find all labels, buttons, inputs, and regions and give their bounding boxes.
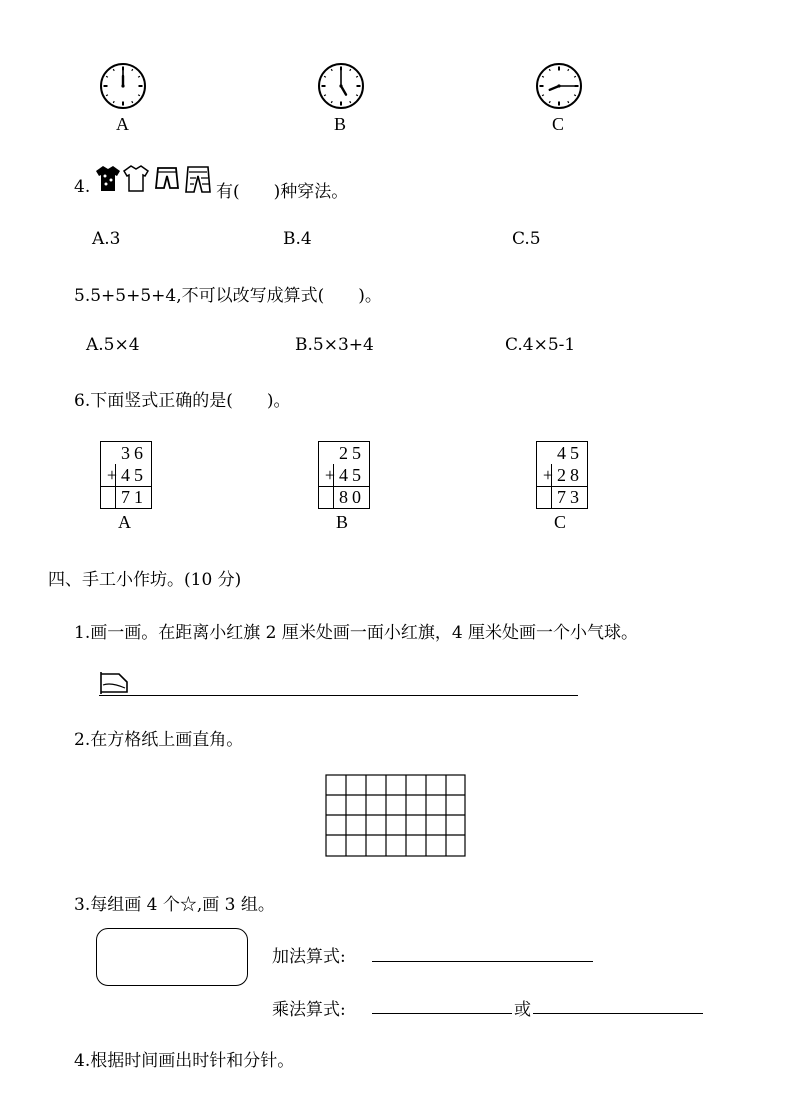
clock-c bbox=[535, 62, 583, 110]
s4-q1: 1.画一画。在距离小红旗 2 厘米处画一面小红旗，4 厘米处画一个小气球。 bbox=[74, 623, 639, 643]
q4-stem-suffix: 有( )种穿法。 bbox=[216, 182, 349, 202]
calc-label-b: B bbox=[336, 512, 349, 532]
calc-label-a: A bbox=[118, 512, 131, 532]
calc-addend: +45 bbox=[106, 465, 147, 485]
calc-result: 73 bbox=[557, 487, 583, 507]
section-heading: 四、手工小作坊。(10 分) bbox=[48, 570, 242, 590]
mul-expression-blank-2[interactable] bbox=[533, 1013, 703, 1014]
clock-a bbox=[99, 62, 147, 110]
calc-result: 80 bbox=[339, 487, 365, 507]
flag-icon bbox=[99, 670, 131, 696]
vertical-calc-a bbox=[100, 441, 152, 509]
calc-top: 36 bbox=[121, 443, 147, 463]
calc-result: 71 bbox=[121, 487, 147, 507]
clock-center bbox=[557, 84, 560, 87]
clock-label-b: B bbox=[334, 114, 347, 134]
s4-q2: 2.在方格纸上画直角。 bbox=[74, 730, 244, 750]
s4-q4: 4.根据时间画出时针和分针。 bbox=[74, 1051, 295, 1071]
add-expression-label: 加法算式: bbox=[272, 947, 346, 967]
calc-top: 45 bbox=[557, 443, 583, 463]
ruler-line bbox=[99, 695, 578, 696]
calc-top: 25 bbox=[339, 443, 365, 463]
q4-number: 4. bbox=[74, 177, 91, 197]
clothes-icon bbox=[94, 164, 216, 194]
q5-option-b: B.5×3+4 bbox=[295, 335, 374, 355]
q4-option-a: A.3 bbox=[92, 229, 121, 249]
q5-option-c: C.4×5-1 bbox=[505, 335, 576, 355]
add-expression-blank[interactable] bbox=[372, 961, 593, 962]
mul-expression-label: 乘法算式: bbox=[272, 1000, 346, 1020]
clock-label-a: A bbox=[116, 114, 129, 134]
s4-q3: 3.每组画 4 个☆,画 3 组。 bbox=[74, 895, 275, 915]
q4-option-c: C.5 bbox=[512, 229, 541, 249]
q5-option-a: A.5×4 bbox=[86, 335, 140, 355]
q4-option-b: B.4 bbox=[283, 229, 312, 249]
vertical-calc-c bbox=[536, 441, 588, 509]
q6-stem: 6.下面竖式正确的是( )。 bbox=[74, 391, 291, 411]
star-drawing-box[interactable] bbox=[96, 928, 248, 986]
calc-label-c: C bbox=[554, 512, 567, 532]
clock-center bbox=[121, 84, 124, 87]
calc-addend: +28 bbox=[542, 465, 583, 485]
clock-label-c: C bbox=[552, 114, 565, 134]
clock-b bbox=[317, 62, 365, 110]
grid-paper[interactable] bbox=[325, 774, 467, 858]
or-label: 或 bbox=[514, 1000, 531, 1020]
mul-expression-blank-1[interactable] bbox=[372, 1013, 512, 1014]
q5-stem: 5.5+5+5+4,不可以改写成算式( )。 bbox=[74, 286, 382, 306]
clock-center bbox=[339, 84, 342, 87]
calc-addend: +45 bbox=[324, 465, 365, 485]
vertical-calc-b bbox=[318, 441, 370, 509]
